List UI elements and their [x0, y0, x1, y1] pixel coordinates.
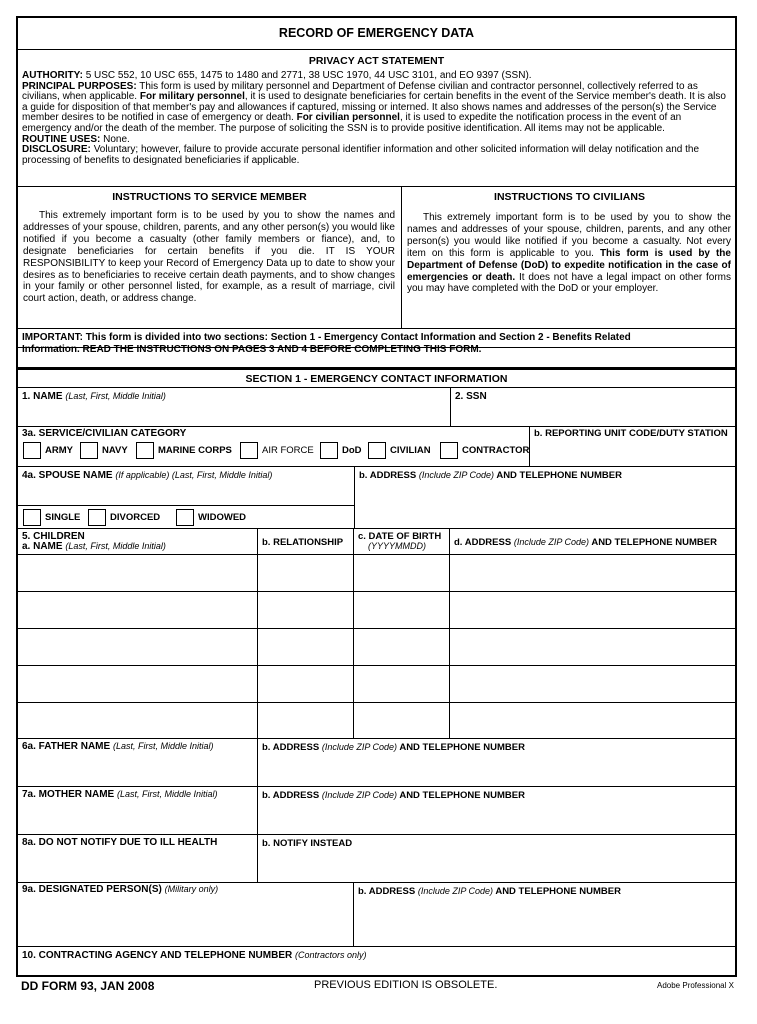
civilian-instructions-heading: INSTRUCTIONS TO CIVILIANS [494, 191, 645, 203]
designated-row [18, 883, 735, 947]
emergency-data-form [16, 16, 737, 977]
privacy-heading: PRIVACY ACT STATEMENT [308, 55, 445, 67]
divorced-checkbox[interactable] [88, 509, 106, 526]
routine-uses-label: ROUTINE USES: [22, 133, 101, 145]
category-army[interactable] [23, 442, 73, 459]
dod-checkbox[interactable] [320, 442, 338, 459]
contractor-checkbox[interactable] [440, 442, 458, 459]
name-field[interactable] [18, 388, 450, 426]
title-row [18, 18, 735, 50]
table-row [18, 555, 735, 592]
category-contractor[interactable] [440, 442, 529, 459]
routine-uses-text: None. [103, 133, 130, 145]
category-label: 3a. SERVICE/CIVILIAN CATEGORY [22, 428, 187, 439]
children-address-label: d. ADDRESS [454, 537, 512, 548]
purposes-text-1: This form is used by military personnel and Department of Defense civilian and contractor personnel, collectively referred to as civilians, when applicable. [22, 80, 698, 103]
father-address-suffix: AND TELEPHONE NUMBER [399, 742, 525, 753]
category-air-force[interactable] [240, 442, 314, 459]
child-3-address[interactable] [450, 629, 737, 665]
father-address-hint: (Include ZIP Code) [321, 742, 398, 752]
mother-address-label: b. ADDRESS [262, 790, 320, 801]
children-name-label: a. NAME [22, 541, 63, 552]
child-3-relationship[interactable] [258, 629, 353, 665]
spouse-hint: (If applicable) (Last, First, Middle Initial) [115, 470, 273, 480]
designated-label: 9a. DESIGNATED PERSON(S) [22, 884, 162, 895]
spouse-row [18, 467, 735, 529]
contracting-agency-field[interactable] [18, 947, 735, 977]
table-row [18, 629, 735, 666]
do-not-notify-field[interactable] [18, 835, 257, 882]
notify-instead-label: b. NOTIFY INSTEAD [262, 838, 353, 849]
spouse-name-field[interactable] [18, 467, 354, 528]
civilian-instructions [402, 187, 737, 328]
father-label: 6a. FATHER NAME [22, 741, 111, 752]
child-4-address[interactable] [450, 666, 737, 702]
authority-text: 5 USC 552, 10 USC 655, 1475 to 1480 and 2771, 38 USC 1970, 44 USC 3101, and EO 9397 (SSN). [85, 70, 532, 81]
reporting-unit-field[interactable] [530, 427, 737, 466]
category-dod[interactable] [320, 442, 362, 459]
divorced-label: DIVORCED [110, 512, 161, 523]
designated-address-label: b. ADDRESS [358, 886, 416, 897]
member-instructions-heading: INSTRUCTIONS TO SERVICE MEMBER [112, 191, 307, 203]
privacy-act-section [18, 50, 735, 187]
contracting-row [18, 947, 735, 977]
category-row [18, 427, 735, 467]
purposes-military-label: For military personnel [139, 91, 245, 103]
purposes-label: PRINCIPAL PURPOSES: [22, 80, 137, 92]
child-2-dob[interactable] [354, 592, 449, 628]
status-widowed[interactable] [176, 509, 246, 526]
widowed-label: WIDOWED [198, 512, 247, 523]
purposes-text-3: , it is used to expedite the notification process in the event of an emergency and/or the death of the member. The purpose of soliciting the SSN is to provide positive identification. All items may not be applicable. [22, 112, 682, 134]
notify-row [18, 835, 735, 883]
purposes-civilian-label: For civilian personnel [296, 112, 400, 124]
marine-corps-checkbox[interactable] [136, 442, 154, 459]
child-1-name[interactable] [18, 555, 257, 591]
child-4-relationship[interactable] [258, 666, 353, 702]
important-notice: IMPORTANT: This form is divided into two sections: Section 1 - Emergency Contact Information and Section 2 - Benefits Related Information. READ THE INSTRUCTIONS ON PAGES 3 AND 4 BEFORE COMPLETING THIS FORM. [22, 332, 631, 355]
child-3-name[interactable] [18, 629, 257, 665]
mother-address-field[interactable] [258, 787, 737, 834]
child-5-name[interactable] [18, 703, 257, 738]
ssn-label: 2. SSN [455, 391, 487, 402]
mother-address-suffix: AND TELEPHONE NUMBER [399, 790, 525, 801]
contracting-label: 10. CONTRACTING AGENCY AND TELEPHONE NUMBER [22, 950, 293, 961]
designated-hint: (Military only) [164, 884, 219, 894]
ssn-field[interactable] [451, 388, 737, 426]
spouse-address-label: b. ADDRESS [359, 470, 417, 481]
army-checkbox[interactable] [23, 442, 41, 459]
widowed-checkbox[interactable] [176, 509, 194, 526]
child-5-address[interactable] [450, 703, 737, 738]
navy-label: NAVY [102, 445, 128, 456]
mother-hint: (Last, First, Middle Initial) [117, 789, 218, 799]
section1-heading: SECTION 1 - EMERGENCY CONTACT INFORMATION [245, 373, 508, 385]
category-field [18, 427, 529, 466]
dob-label: c. DATE OF BIRTH [358, 531, 442, 542]
civilian-text-1: This extremely important form is to be used by you to show the names and addresses of your spouse, children, parents, and any other person(s) you would like notified if you become a casualty. Not every item on this form is applicable to you. [407, 212, 731, 259]
name-ssn-row [18, 388, 735, 427]
spouse-label: 4a. SPOUSE NAME [22, 470, 113, 481]
child-2-relationship[interactable] [258, 592, 353, 628]
child-2-address[interactable] [450, 592, 737, 628]
name-hint: (Last, First, Middle Initial) [65, 391, 166, 401]
edition-notice: PREVIOUS EDITION IS OBSOLETE. [314, 979, 498, 991]
purposes-text-2: , it is used to designate beneficiaries for certain benefits in the event of the Service member's death. It is also a guide for disposition of that member's pay and allowances if captured, missing or interned. It also shows names and addresses of the person(s) the Service member desires to be notified in case of emergency or death. [22, 91, 726, 124]
marine-corps-label: MARINE CORPS [158, 445, 232, 456]
privacy-body [22, 71, 731, 166]
air-force-label: AIR FORCE [262, 445, 314, 456]
category-civilian[interactable] [368, 442, 431, 459]
child-2-name[interactable] [18, 592, 257, 628]
child-1-dob[interactable] [354, 555, 449, 591]
designated-address-field[interactable] [354, 883, 737, 946]
table-row [18, 666, 735, 703]
status-divorced[interactable] [88, 509, 160, 526]
disclosure-label: DISCLOSURE: [22, 144, 91, 156]
navy-checkbox[interactable] [80, 442, 98, 459]
father-address-field[interactable] [258, 739, 737, 786]
child-1-address[interactable] [450, 555, 737, 591]
civilian-checkbox[interactable] [368, 442, 386, 459]
relationship-label: b. RELATIONSHIP [262, 537, 344, 548]
disclosure-text: Voluntary; however, failure to provide accurate personal identifier information and other solicited information will delay notification and the processing of benefits to designated beneficiaries if applicable. [22, 144, 700, 166]
father-hint: (Last, First, Middle Initial) [112, 741, 214, 751]
child-4-dob[interactable] [354, 666, 449, 702]
army-label: ARMY [45, 445, 73, 456]
table-row [18, 703, 735, 739]
mother-name-field[interactable] [18, 787, 257, 834]
contracting-hint: (Contractors only) [295, 950, 367, 960]
single-checkbox[interactable] [23, 509, 41, 526]
child-3-dob[interactable] [354, 629, 449, 665]
spouse-address-field[interactable] [355, 467, 737, 528]
authority-label: AUTHORITY: [22, 70, 83, 81]
child-5-dob[interactable] [354, 703, 449, 738]
father-address-label: b. ADDRESS [262, 742, 320, 753]
status-single[interactable] [23, 509, 80, 526]
form-id: DD FORM 93, JAN 2008 [21, 979, 155, 993]
children-address-hint: (Include ZIP Code) [513, 537, 590, 547]
form-title: RECORD OF EMERGENCY DATA [278, 26, 475, 40]
dod-label: DoD [342, 445, 362, 456]
civilian-text-2: It does not have a legal impact on other forms you may have completed with the DoD or your employer. [407, 271, 732, 295]
father-row [18, 739, 735, 787]
designated-address-suffix: AND TELEPHONE NUMBER [495, 886, 621, 897]
children-name-hint: (Last, First, Middle Initial) [65, 541, 166, 551]
dob-hint: (YYYYMMDD) [368, 541, 426, 551]
name-label: 1. NAME [22, 391, 63, 402]
spouse-address-suffix: AND TELEPHONE NUMBER [496, 470, 622, 481]
software-credit: Adobe Professional X [657, 981, 734, 990]
civilian-instructions-text [407, 212, 731, 295]
designated-person-field[interactable] [18, 883, 353, 946]
category-navy[interactable] [80, 442, 128, 459]
do-not-notify-label: 8a. DO NOT NOTIFY DUE TO ILL HEALTH [22, 837, 218, 848]
child-5-relationship[interactable] [258, 703, 353, 738]
children-header-row [18, 529, 735, 555]
child-4-name[interactable] [18, 666, 257, 702]
member-instructions-text: This extremely important form is to be used by you to show the names and addresses of your spouse, children, parents, and any other person(s) you would like notified if you become a casualty (other family members or fiance), and, to designate beneficiaries for certain benefits if you die. IT IS YOUR RESPONSIBILITY to keep your Record of Emergency Data up to date to show your desires as to beneficiaries to receive certain death payments, and to show changes in your family or other personnel listed, for example, as a result of marriage, civil court action, death, or address change. [23, 210, 395, 305]
member-instructions [18, 187, 401, 328]
children-address-suffix: AND TELEPHONE NUMBER [591, 537, 717, 548]
air-force-checkbox[interactable] [240, 442, 258, 459]
mother-address-hint: (Include ZIP Code) [321, 790, 398, 800]
mother-label: 7a. MOTHER NAME [22, 789, 115, 800]
designated-address-hint: (Include ZIP Code) [417, 886, 494, 896]
civilian-label: CIVILIAN [390, 445, 431, 456]
contractor-label: CONTRACTOR [462, 445, 530, 456]
category-marine-corps[interactable] [136, 442, 232, 459]
civilian-text-bold: This form is used by the Department of Defense (DoD) to expedite notification in the case of emergencies or death. [407, 247, 731, 283]
spouse-address-hint: (Include ZIP Code) [418, 470, 495, 480]
section1-heading-row [18, 369, 735, 388]
single-label: SINGLE [45, 512, 81, 523]
child-1-relationship[interactable] [258, 555, 353, 591]
children-label: 5. CHILDREN [22, 531, 85, 542]
father-name-field[interactable] [18, 739, 257, 786]
notify-instead-field[interactable] [258, 835, 737, 882]
mother-row [18, 787, 735, 835]
instructions-section [18, 187, 735, 329]
table-row [18, 592, 735, 629]
reporting-unit-label: b. REPORTING UNIT CODE/DUTY STATION [534, 428, 728, 439]
